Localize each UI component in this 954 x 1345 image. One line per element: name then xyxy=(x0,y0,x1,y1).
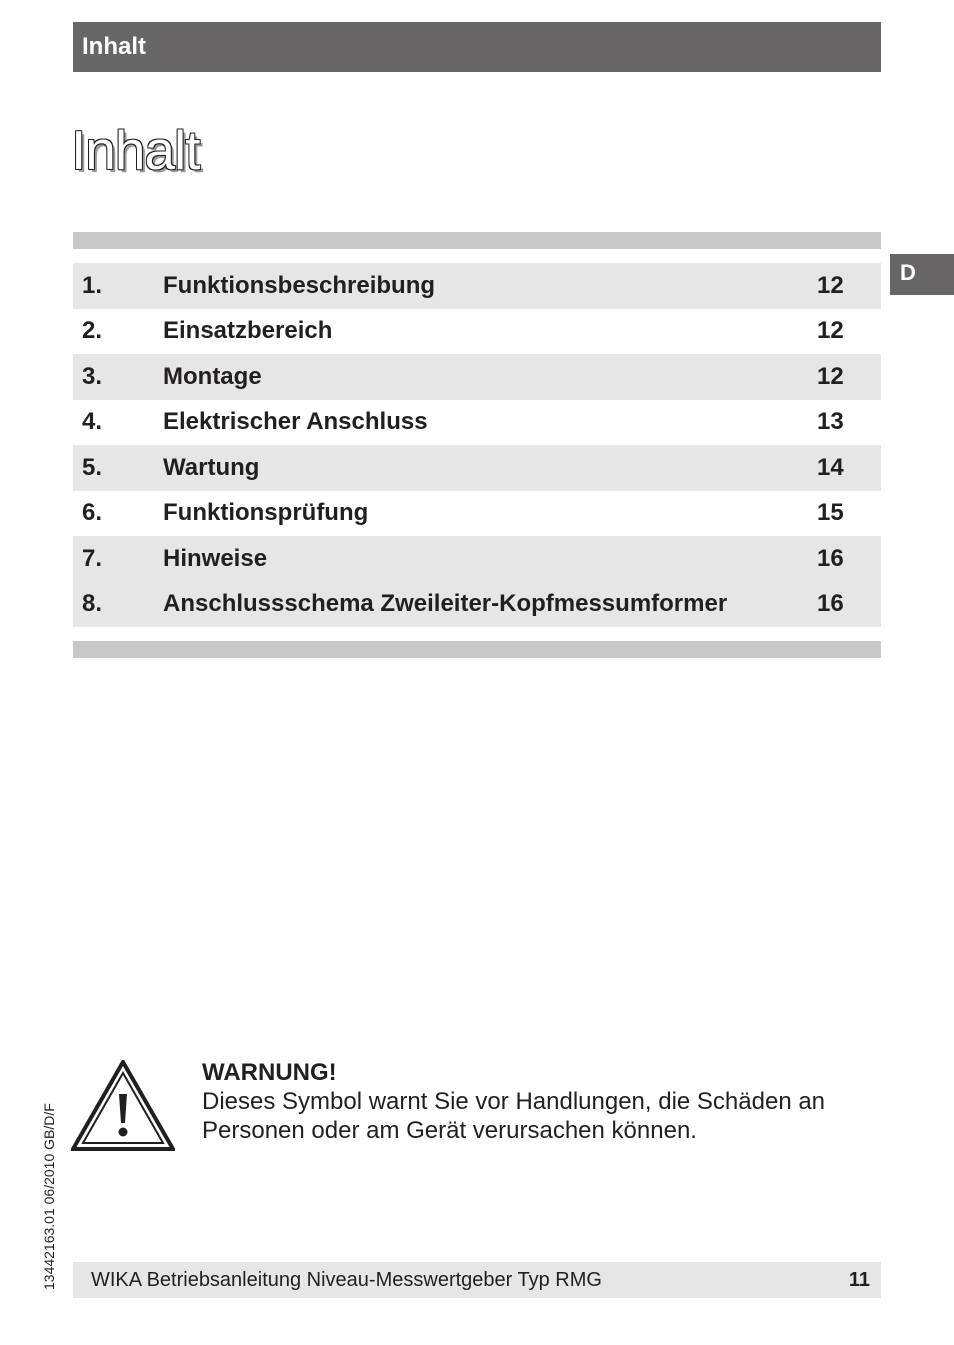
toc-row[interactable] xyxy=(73,445,881,491)
footer-text: WIKA Betriebsanleitung Niveau-Messwertgeber Typ RMG xyxy=(91,1268,602,1291)
toc-page: 16 xyxy=(817,544,844,572)
toc-bottom-rule xyxy=(73,641,881,658)
warning-heading: WARNUNG! xyxy=(202,1059,337,1086)
toc-number: 1. xyxy=(82,271,103,299)
table-of-contents xyxy=(73,263,881,627)
toc-row[interactable] xyxy=(73,354,881,400)
toc-title: Elektrischer Anschluss xyxy=(163,408,428,436)
toc-row[interactable] xyxy=(73,491,881,537)
toc-title: Montage xyxy=(163,362,262,390)
toc-page: 13 xyxy=(817,408,844,436)
toc-number: 2. xyxy=(82,317,103,345)
warning-description: Dieses Symbol warnt Sie vor Handlungen, die Schäden an Personen oder am Gerät verursachen können. xyxy=(202,1088,826,1144)
toc-page: 12 xyxy=(817,271,844,299)
warning-block xyxy=(202,1058,882,1145)
toc-row[interactable] xyxy=(73,536,881,582)
toc-row[interactable] xyxy=(73,263,881,309)
toc-top-rule xyxy=(73,232,881,249)
toc-title: Wartung xyxy=(163,453,260,481)
toc-page: 16 xyxy=(817,590,844,618)
toc-page: 14 xyxy=(817,453,844,481)
toc-number: 7. xyxy=(82,544,103,572)
language-tab[interactable] xyxy=(890,254,954,295)
header-title: Inhalt xyxy=(82,33,146,60)
toc-number: 5. xyxy=(82,453,103,481)
toc-number: 8. xyxy=(82,590,103,618)
toc-page: 12 xyxy=(817,362,844,390)
toc-row[interactable] xyxy=(73,582,881,628)
header-bar xyxy=(73,22,881,72)
toc-number: 4. xyxy=(82,408,103,436)
footer-page-number: 11 xyxy=(848,1268,870,1291)
toc-page: 15 xyxy=(817,499,844,527)
toc-number: 3. xyxy=(82,362,103,390)
toc-title: Anschlussschema Zweileiter-Kopfmessumformer xyxy=(163,590,728,618)
language-tab-label: D xyxy=(900,260,916,285)
toc-page: 12 xyxy=(817,317,844,345)
toc-title: Einsatzbereich xyxy=(163,317,333,345)
page-title: Inhalt xyxy=(71,119,200,181)
footer-bar xyxy=(73,1262,881,1298)
toc-number: 6. xyxy=(82,499,103,527)
warning-triangle-icon xyxy=(71,1060,175,1152)
toc-title: Funktionsbeschreibung xyxy=(163,271,436,299)
toc-title: Funktionsprüfung xyxy=(163,499,369,527)
document-code: 13442163.01 06/2010 GB/D/F xyxy=(41,1103,57,1290)
toc-row[interactable] xyxy=(73,309,881,355)
toc-title: Hinweise xyxy=(163,544,268,572)
toc-row[interactable] xyxy=(73,400,881,446)
